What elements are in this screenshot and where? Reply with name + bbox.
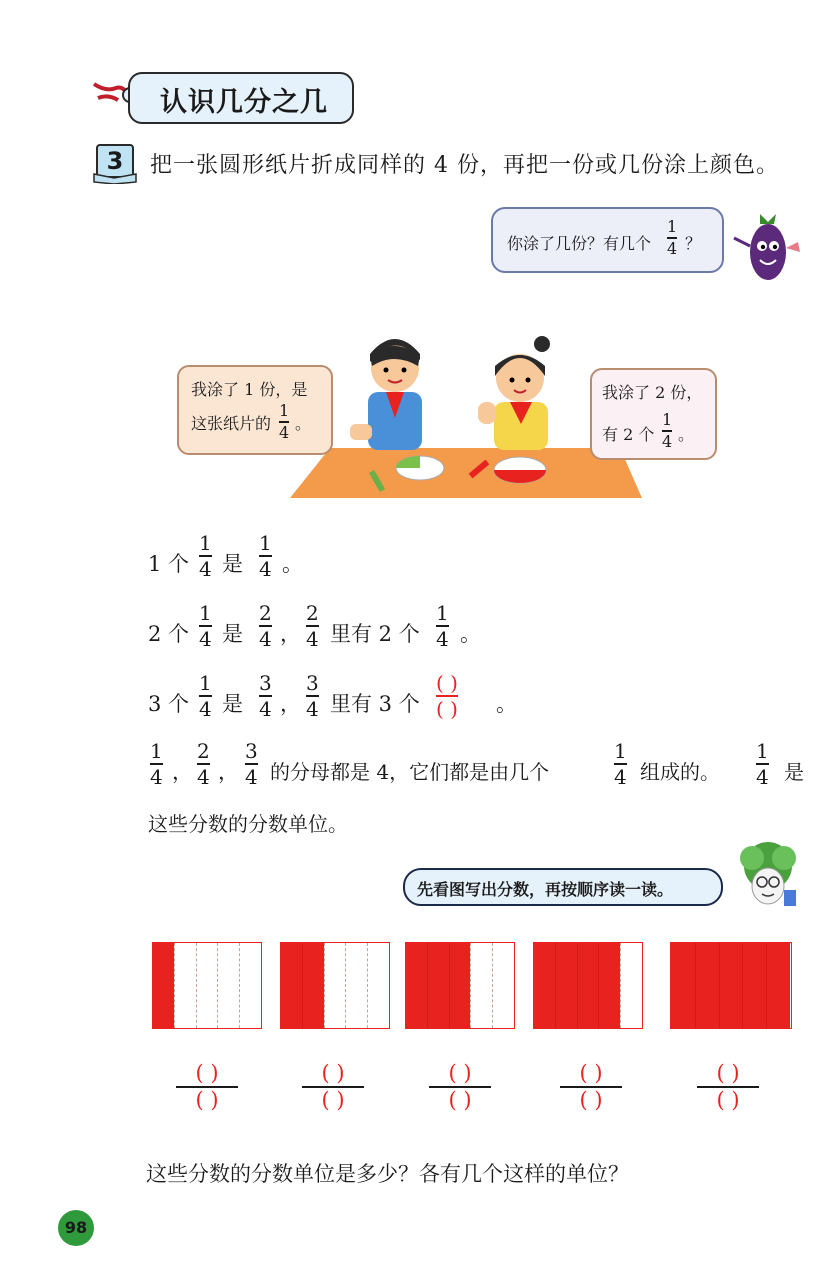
final-question: 这些分数的分数单位是多少？各有几个这样的单位？ [146,1162,629,1186]
shaded-part [671,943,695,1028]
fraction-answer-blank-1[interactable]: ( ) ( ) [176,1063,238,1111]
girl-speech-bubble: 我涂了 2 份， 有 2 个 1 4 。 [590,368,717,460]
shaded-part [427,943,448,1028]
example-number: 3 [96,144,134,178]
answer-blank-fraction[interactable]: ( ) ( ) [436,671,458,721]
shaded-part [695,943,719,1028]
unshaded-part [620,943,641,1028]
unshaded-part [324,943,345,1028]
shaded-part [555,943,576,1028]
shaded-part [153,943,174,1028]
shaded-part [281,943,302,1028]
unshaded-part [367,943,388,1028]
fraction-bar-4 [533,942,643,1029]
boy-fraction: 1 4 [279,401,290,442]
unshaded-part [196,943,217,1028]
fraction-answer-blank-3[interactable]: ( ) ( ) [429,1063,491,1111]
eggplant-mascot-icon [730,208,802,286]
tip-bubble: 先看图写出分数，再按顺序读一读。 [403,868,723,906]
shaded-part [766,943,790,1028]
page-number-badge: 98 [58,1210,94,1246]
fraction-bar-3 [405,942,515,1029]
shaded-part [302,943,323,1028]
shaded-part [719,943,743,1028]
fraction-bar-5 [670,942,792,1029]
unshaded-part [470,943,491,1028]
shaded-part [449,943,470,1028]
unshaded-part [345,943,366,1028]
question-fraction: 1 4 [667,217,678,258]
unshaded-part [174,943,195,1028]
fraction-answer-blank-2[interactable]: ( ) ( ) [302,1063,364,1111]
unshaded-part [239,943,260,1028]
shaded-part [406,943,427,1028]
boy-speech-bubble: 我涂了 1 份，是 这张纸片的 1 4 。 [177,365,333,455]
fraction-answer-blank-5[interactable]: ( ) ( ) [697,1063,759,1111]
fraction-bar-1 [152,942,262,1029]
question-text: 你涂了几份？有几个 [507,234,652,253]
book-icon [92,172,138,184]
cabbage-mascot-icon [730,838,806,918]
shaded-part [742,943,766,1028]
fraction-bar-2 [280,942,390,1029]
section-title: 认识几分之几 [160,87,328,118]
fraction-answer-blank-4[interactable]: ( ) ( ) [560,1063,622,1111]
girl-fraction: 1 4 [662,410,673,451]
unshaded-part [217,943,238,1028]
example-instruction: 把一张圆形纸片折成同样的 4 份，再把一份或几份涂上颜色。 [150,153,779,178]
question-bubble: 你涂了几份？有几个 1 4 ？ [491,207,724,273]
shaded-part [577,943,598,1028]
shaded-part [598,943,619,1028]
shaded-part [534,943,555,1028]
unshaded-part [492,943,513,1028]
